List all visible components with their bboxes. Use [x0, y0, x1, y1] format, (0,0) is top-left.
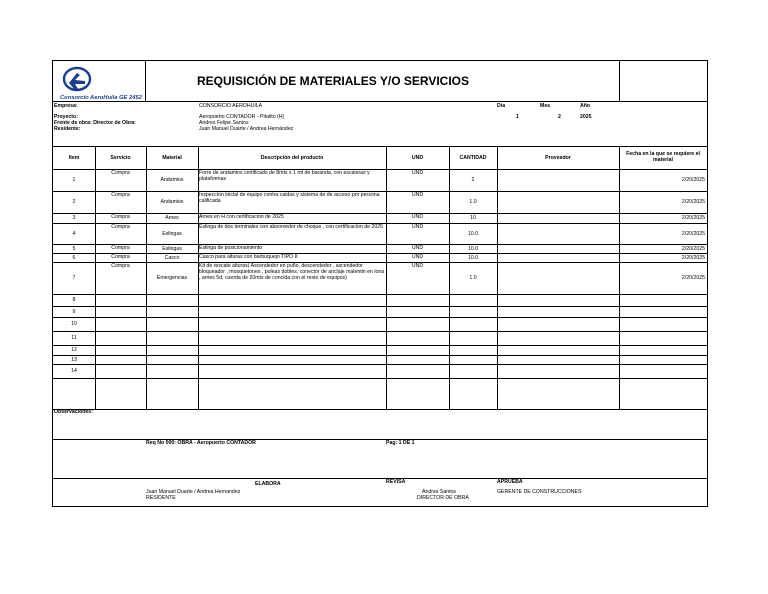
req-label: Req No 000: OBRA - Aeropuerto CONTADOR	[146, 440, 256, 446]
column-header-item: Item	[68, 155, 80, 161]
cell-material: Andamios	[160, 177, 184, 183]
cell-fecha: 2/20/2025	[681, 254, 705, 261]
cell-und: UND	[411, 192, 424, 198]
requisition-sheet	[52, 60, 708, 507]
cell-servicio: Compra	[111, 263, 130, 269]
cell-servicio: Compra	[111, 245, 130, 251]
cell-servicio: Compra	[111, 254, 130, 260]
cell-item: 12	[71, 347, 77, 353]
cell-fecha: 2/20/2025	[681, 230, 705, 237]
mes-label: Mes	[540, 103, 551, 109]
dia-label: Día	[497, 103, 506, 109]
cell-cantidad: 1.0	[469, 275, 477, 281]
residente-value: Juan Manuel Duarte / Andrea Hernández	[199, 126, 294, 132]
cell-cantidad: 10.0	[467, 230, 479, 237]
cell-descripcion: Inspeccion inicial de equipo contra caidas y sistema de de acceso por persona calificada	[199, 192, 380, 204]
elabora-label: ELABORA	[255, 481, 281, 487]
revisa-cargo: DIRECTOR DE OBRA	[417, 495, 469, 501]
company-logo	[57, 65, 143, 101]
cell-descripcion: Eslinga de dos terminales con absorvedor de choque , con certificacion de 2025	[199, 224, 383, 230]
cell-und: UND	[411, 170, 424, 176]
row-divider	[53, 317, 707, 318]
elabora-cargo: RESIDENTE	[146, 495, 176, 501]
ano-value: 2025	[580, 114, 592, 120]
row-divider	[53, 331, 707, 332]
frente-value: Andres Felipe Santos	[199, 120, 249, 126]
column-header-cantidad: CANTIDAD	[459, 155, 487, 161]
row-divider	[53, 355, 707, 356]
aprueba-label: APRUEBA	[497, 479, 523, 485]
row-divider	[53, 294, 707, 295]
cell-descripcion: Casco para alturas con barbuquejo TIPO II	[199, 254, 298, 260]
cell-item: 7	[72, 275, 76, 281]
cell-item: 5	[72, 245, 76, 252]
cell-und: UND	[411, 263, 424, 269]
cell-und: UND	[411, 245, 424, 251]
column-header-und: UND	[411, 155, 424, 161]
column-header-servicio: Servicio	[110, 155, 131, 161]
mes-value: 2	[558, 114, 561, 120]
cell-cantidad: 2	[471, 177, 475, 183]
revisa-nombre: Andres Santos	[422, 489, 457, 495]
cell-und: UND	[411, 224, 424, 230]
cell-descripcion: Forre de andamios certificado de 8mts x 1 mt de baranda, con escaleras y plataformas	[199, 170, 370, 182]
empresa-label: Empresa:	[54, 103, 78, 109]
cell-item: 11	[71, 335, 77, 341]
column-header-fecha: Fecha en la que se requiere el material	[626, 151, 700, 163]
cell-item: 6	[72, 254, 76, 261]
cell-item: 8	[72, 297, 76, 303]
proyecto-value: Aeropuerto CONTADOR - Pitalito (H)	[199, 114, 285, 120]
empresa-value: CONSORCIO AEROHUILA	[199, 103, 263, 109]
cell-fecha: 2/20/2025	[681, 215, 705, 221]
frente-label: Frente de obra: Director de Obra:	[54, 120, 136, 126]
pag-label: Pag: 1 DE 1	[386, 440, 415, 446]
cell-und: UND	[411, 214, 424, 220]
page-title: REQUISICIÓN DE MATERIALES Y/O SERVICIOS	[196, 74, 470, 88]
logo-text: Consorcio AeroHuila GE 2452	[60, 95, 142, 101]
cell-item: 1	[72, 177, 76, 183]
cell-servicio: Compra	[111, 224, 130, 230]
aprueba-cargo: GERENTE DE CONSTRUCCIONES	[497, 489, 582, 495]
cell-material: Andamios	[160, 199, 184, 205]
cell-descripcion: Kit de rescate alturas( Ascendedor en puño, descendedor , ascendedor bloqueador , mosquetones , poleas dobles, conector de anclaje malentin en lona , arnes 5d, cuerda de 20mts de concida con el resto de equipos)	[199, 263, 385, 281]
revisa-label: REVISA	[386, 479, 406, 485]
dia-value: 1	[516, 114, 519, 120]
residente-label: Residente:	[54, 126, 81, 132]
cell-cantidad: 1.0	[469, 199, 477, 205]
row-divider	[53, 378, 707, 379]
column-header-descripcion: Descripción del producto	[260, 155, 324, 161]
cell-fecha: 2/20/2025	[681, 177, 705, 183]
cell-item: 4	[72, 230, 76, 237]
cell-cantidad: 10.0	[467, 254, 479, 261]
cell-servicio: Compra	[111, 170, 130, 176]
cell-item: 2	[72, 199, 76, 205]
row-divider	[53, 364, 707, 365]
cell-item: 14	[71, 368, 77, 374]
cell-und: UND	[411, 254, 424, 260]
column-header-material: Material	[162, 155, 182, 161]
cell-item: 3	[72, 215, 76, 221]
cell-material: Emergencias	[156, 275, 188, 281]
observaciones-label: Observaciones:	[54, 409, 93, 415]
cell-servicio: Compra	[111, 192, 130, 198]
cell-item: 10	[71, 321, 77, 327]
proyecto-label: Proyecto:	[54, 114, 78, 120]
cell-descripcion: Arnes en H con certificacion de 2025	[199, 214, 284, 220]
cell-servicio: Compra	[111, 214, 130, 220]
cell-material: Arnes	[165, 215, 179, 221]
row-divider	[53, 306, 707, 307]
row-divider	[53, 345, 707, 346]
cell-material: Eslingas	[162, 230, 182, 237]
cell-item: 13	[71, 356, 77, 363]
column-header-proveedor: Proveedor	[545, 155, 571, 161]
cell-item: 9	[72, 308, 76, 315]
elabora-nombre: Juan Manuel Duarte / Andrea Hernandez	[146, 489, 241, 495]
ano-label: Año	[580, 103, 591, 109]
cell-descripcion: Eslinga de posicionamiento	[199, 245, 263, 251]
cell-fecha: 2/20/2025	[681, 245, 705, 252]
cell-cantidad: 10.0	[467, 245, 479, 252]
cell-fecha: 2/20/2025	[681, 199, 705, 205]
cell-material: Eslingas	[162, 245, 182, 252]
cell-cantidad: 10	[470, 215, 476, 221]
cell-fecha: 2/20/2025	[681, 275, 705, 281]
cell-material: Casco	[164, 254, 180, 261]
